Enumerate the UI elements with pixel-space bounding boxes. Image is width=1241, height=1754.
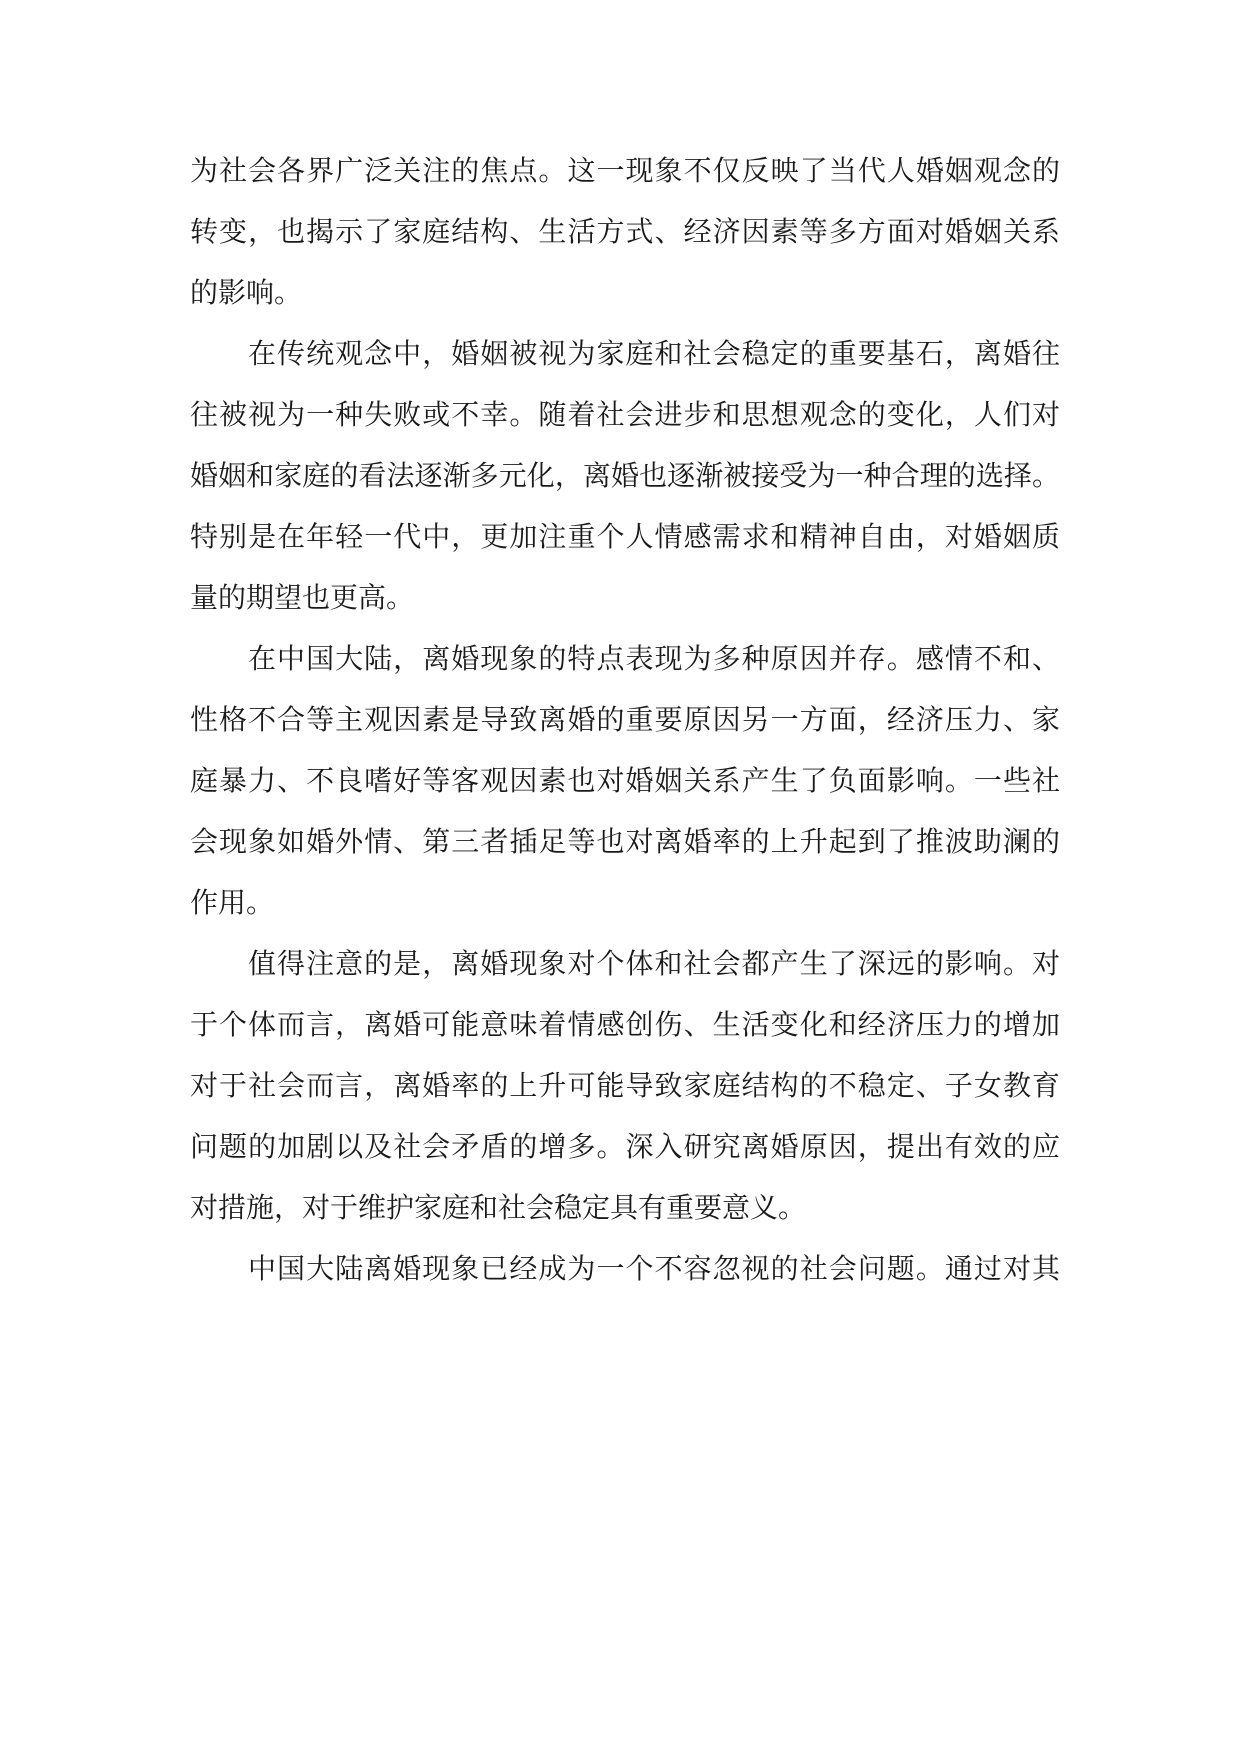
text-line: 量的期望也更高。: [190, 581, 415, 614]
text-line: 庭暴力、不良嗜好等客观因素也对婚姻关系产生了负面影响。一些社: [190, 764, 1060, 797]
text-line: 作用。: [190, 886, 275, 919]
text-line: 会现象如婚外情、第三者插足等也对离婚率的上升起到了推波助澜的: [190, 825, 1060, 858]
text-line: 在传统观念中，婚姻被视为家庭和社会稳定的重要基石，离婚往: [248, 337, 1060, 370]
text-line: 在中国大陆，离婚现象的特点表现为多种原因并存。感情不和、: [248, 642, 1060, 675]
text-line: 于个体而言，离婚可能意味着情感创伤、生活变化和经济压力的增加: [190, 1008, 1060, 1041]
text-line: 为社会各界广泛关注的焦点。这一现象不仅反映了当代人婚姻观念的: [190, 154, 1060, 187]
text-line: 值得注意的是，离婚现象对个体和社会都产生了深远的影响。对: [248, 947, 1060, 980]
text-line: 特别是在年轻一代中，更加注重个人情感需求和精神自由，对婚姻质: [190, 520, 1060, 553]
text-line: 对于社会而言，离婚率的上升可能导致家庭结构的不稳定、子女教育: [190, 1069, 1060, 1102]
document-body: [190, 140, 1060, 1299]
text-line: 性格不合等主观因素是导致离婚的重要原因另一方面，经济压力、家: [190, 703, 1060, 736]
text-line: 问题的加剧以及社会矛盾的增多。深入研究离婚原因，提出有效的应: [190, 1130, 1060, 1163]
text-line: 中国大陆离婚现象已经成为一个不容忽视的社会问题。通过对其: [248, 1252, 1060, 1285]
text-line: 往被视为一种失败或不幸。随着社会进步和思想观念的变化，人们对: [190, 398, 1060, 431]
text-line: 对措施，对于维护家庭和社会稳定具有重要意义。: [190, 1191, 807, 1224]
text-line: 婚姻和家庭的看法逐渐多元化，离婚也逐渐被接受为一种合理的选择。: [190, 459, 1060, 492]
text-line: 转变，也揭示了家庭结构、生活方式、经济因素等多方面对婚姻关系: [190, 215, 1060, 248]
text-line: 的影响。: [190, 276, 303, 309]
